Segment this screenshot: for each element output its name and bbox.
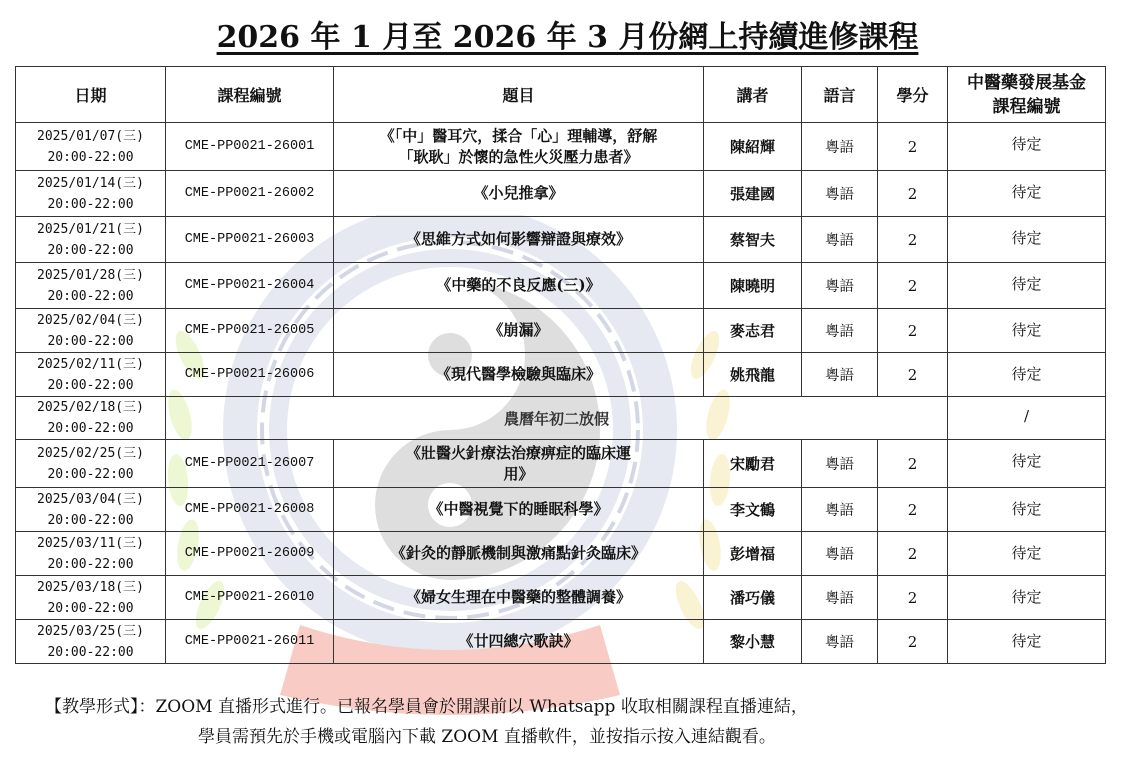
credits-cell: 2: [878, 263, 948, 309]
fund-code-cell: 待定: [948, 440, 1106, 488]
table-header-row: [16, 67, 1106, 123]
header-code: 課程編號: [166, 67, 334, 123]
course-code-cell: CME-PP0021-26001: [166, 123, 334, 171]
topic-cell: 《廿四總穴歌訣》: [334, 620, 704, 664]
lecturer-cell: 姚飛龍: [704, 353, 802, 397]
course-code-cell: CME-PP0021-26009: [166, 532, 334, 576]
credits-cell: 2: [878, 620, 948, 664]
language-cell: 粵語: [802, 353, 878, 397]
lecturer-cell: 陳曉明: [704, 263, 802, 309]
fund-code-cell: 待定: [948, 217, 1106, 263]
table-row-holiday: [16, 397, 1106, 440]
topic-cell: 《中藥的不良反應(三)》: [334, 263, 704, 309]
fund-code-cell: 待定: [948, 353, 1106, 397]
course-code-cell: CME-PP0021-26007: [166, 440, 334, 488]
lecturer-cell: 宋勵君: [704, 440, 802, 488]
language-cell: 粵語: [802, 532, 878, 576]
lecturer-cell: 彭增福: [704, 532, 802, 576]
table-row: [16, 217, 1106, 263]
topic-cell: 《小兒推拿》: [334, 171, 704, 217]
header-language: 語言: [802, 67, 878, 123]
credits-cell: 2: [878, 440, 948, 488]
lecturer-cell: 李文鶴: [704, 488, 802, 532]
language-cell: 粵語: [802, 309, 878, 353]
table-row: [16, 309, 1106, 353]
footer-text-1: ：ZOOM 直播形式進行。已報名學員會於開課前以 Whatsapp 收取相關課程直播連結，: [138, 697, 808, 717]
fund-code-cell: /: [948, 397, 1106, 440]
date-cell: 2025/02/04(三) 20:00-22:00: [16, 309, 166, 353]
table-row: [16, 171, 1106, 217]
date-cell: 2025/01/21(三) 20:00-22:00: [16, 217, 166, 263]
course-code-cell: CME-PP0021-26011: [166, 620, 334, 664]
credits-cell: 2: [878, 309, 948, 353]
lecturer-cell: 黎小慧: [704, 620, 802, 664]
language-cell: 粵語: [802, 440, 878, 488]
lecturer-cell: 蔡智夫: [704, 217, 802, 263]
credits-cell: 2: [878, 353, 948, 397]
lecturer-cell: 麥志君: [704, 309, 802, 353]
date-cell: 2025/03/04(三) 20:00-22:00: [16, 488, 166, 532]
footer-line-1: [45, 692, 808, 722]
date-cell: 2025/01/28(三) 20:00-22:00: [16, 263, 166, 309]
header-topic: 題目: [334, 67, 704, 123]
course-code-cell: CME-PP0021-26006: [166, 353, 334, 397]
course-code-cell: CME-PP0021-26005: [166, 309, 334, 353]
credits-cell: 2: [878, 532, 948, 576]
lecturer-cell: 潘巧儀: [704, 576, 802, 620]
fund-code-cell: 待定: [948, 620, 1106, 664]
fund-code-cell: 待定: [948, 488, 1106, 532]
topic-cell: 《婦女生理在中醫藥的整體調養》: [334, 576, 704, 620]
course-code-cell: CME-PP0021-26003: [166, 217, 334, 263]
date-cell: 2025/03/11(三) 20:00-22:00: [16, 532, 166, 576]
topic-cell: 《現代醫學檢驗與臨床》: [334, 353, 704, 397]
credits-cell: 2: [878, 123, 948, 171]
lecturer-cell: 張建國: [704, 171, 802, 217]
topic-cell: 《中醫視覺下的睡眠科學》: [334, 488, 704, 532]
page-title: 2026 年 1 月至 2026 年 3 月份網上持續進修課程: [216, 20, 919, 55]
table-row: [16, 263, 1106, 309]
fund-code-cell: 待定: [948, 171, 1106, 217]
holiday-notice: 農曆年初二放假: [166, 397, 948, 440]
header-credits: 學分: [878, 67, 948, 123]
topic-cell: 《針灸的靜脈機制與激痛點針灸臨床》: [334, 532, 704, 576]
table-row: [16, 440, 1106, 488]
table-row: [16, 123, 1106, 171]
credits-cell: 2: [878, 576, 948, 620]
fund-code-cell: 待定: [948, 263, 1106, 309]
language-cell: 粵語: [802, 123, 878, 171]
fund-code-cell: 待定: [948, 532, 1106, 576]
header-lecturer: 講者: [704, 67, 802, 123]
date-cell: 2025/01/14(三) 20:00-22:00: [16, 171, 166, 217]
table-row: [16, 488, 1106, 532]
header-fund-code: 中醫藥發展基金 課程編號: [948, 67, 1106, 123]
teaching-format-note: [45, 692, 808, 752]
language-cell: 粵語: [802, 576, 878, 620]
topic-cell: 《「中」醫耳穴，揉合「心」理輔導，舒解 「耿耿」於懷的急性火災壓力患者》: [334, 123, 704, 171]
date-cell: 2025/03/18(三) 20:00-22:00: [16, 576, 166, 620]
credits-cell: 2: [878, 171, 948, 217]
credits-cell: 2: [878, 488, 948, 532]
course-code-cell: CME-PP0021-26004: [166, 263, 334, 309]
topic-cell: 《壯醫火針療法治療痹症的臨床運 用》: [334, 440, 704, 488]
header-date: 日期: [16, 67, 166, 123]
course-code-cell: CME-PP0021-26010: [166, 576, 334, 620]
table-row: [16, 576, 1106, 620]
date-cell: 2025/02/25(三) 20:00-22:00: [16, 440, 166, 488]
table-row: [16, 353, 1106, 397]
language-cell: 粵語: [802, 217, 878, 263]
table-row: [16, 620, 1106, 664]
language-cell: 粵語: [802, 620, 878, 664]
language-cell: 粵語: [802, 488, 878, 532]
fund-code-cell: 待定: [948, 123, 1106, 171]
topic-cell: 《思維方式如何影響辯證與療效》: [334, 217, 704, 263]
fund-code-cell: 待定: [948, 576, 1106, 620]
course-code-cell: CME-PP0021-26008: [166, 488, 334, 532]
footer-line-2: 學員需預先於手機或電腦內下載 ZOOM 直播軟件，並按指示按入連結觀看。: [198, 727, 776, 747]
date-cell: 2025/03/25(三) 20:00-22:00: [16, 620, 166, 664]
date-cell: 2025/02/18(三) 20:00-22:00: [16, 397, 166, 440]
credits-cell: 2: [878, 217, 948, 263]
language-cell: 粵語: [802, 263, 878, 309]
course-table: [15, 66, 1106, 664]
lecturer-cell: 陳紹輝: [704, 123, 802, 171]
topic-cell: 《崩漏》: [334, 309, 704, 353]
table-row: [16, 532, 1106, 576]
course-code-cell: CME-PP0021-26002: [166, 171, 334, 217]
footer-label: 【教學形式】: [45, 697, 139, 717]
date-cell: 2025/02/11(三) 20:00-22:00: [16, 353, 166, 397]
language-cell: 粵語: [802, 171, 878, 217]
fund-code-cell: 待定: [948, 309, 1106, 353]
date-cell: 2025/01/07(三) 20:00-22:00: [16, 123, 166, 171]
